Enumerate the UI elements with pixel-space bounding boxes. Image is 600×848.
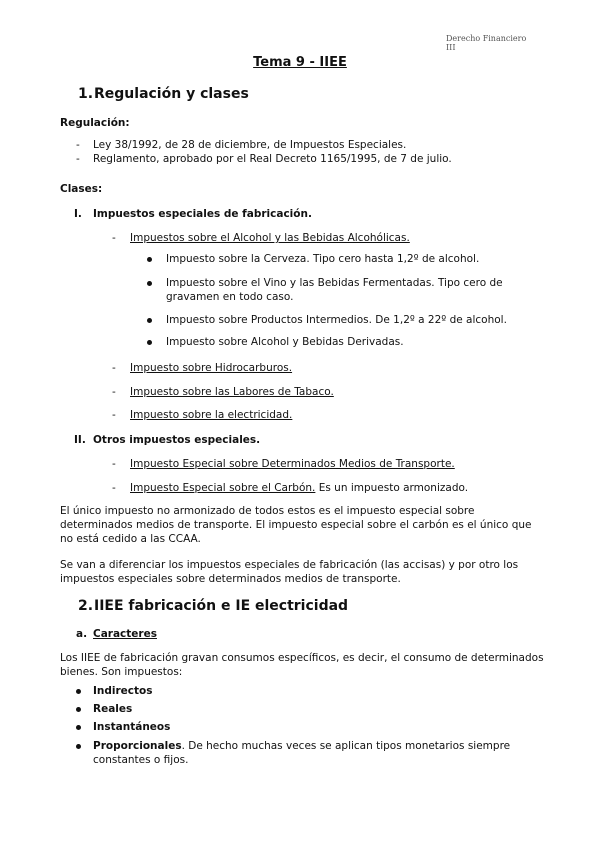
trait-proporcionales: Proporcionales xyxy=(93,740,182,752)
regulacion-label: Regulación: xyxy=(60,117,130,129)
class-2-numeral: II. xyxy=(74,434,86,446)
bullet-indirectos xyxy=(76,689,81,694)
bullet-text-intermedios: Impuesto sobre Productos Intermedios. De 1,2º a 22º de alcohol. xyxy=(166,314,507,326)
dash-hidrocarburos: - xyxy=(112,362,116,374)
class-1-numeral: I. xyxy=(74,208,82,220)
regulacion-dash-1: - xyxy=(76,139,80,151)
bullet-vino xyxy=(147,281,152,286)
regulacion-item-2: Reglamento, aprobado por el Real Decreto 1165/1995, de 7 de julio. xyxy=(93,153,452,165)
bullet-intermedios xyxy=(147,318,152,323)
section-1-heading: Regulación y clases xyxy=(94,86,249,102)
class-2-label: Otros impuestos especiales. xyxy=(93,434,261,446)
item-hidrocarburos: Impuesto sobre Hidrocarburos. xyxy=(130,362,293,374)
trait-instantaneos: Instantáneos xyxy=(93,721,171,733)
trait-proporcionales-line xyxy=(93,739,551,767)
trait-indirectos: Indirectos xyxy=(93,685,153,697)
item-carbon-note: Es un impuesto armonizado. xyxy=(315,482,469,494)
section-1-number: 1. xyxy=(78,86,94,102)
regulacion-item-1: Ley 38/1992, de 28 de diciembre, de Impuestos Especiales. xyxy=(93,139,407,151)
bullet-reales xyxy=(76,707,81,712)
section-2-heading: IIEE fabricación e IE electricidad xyxy=(94,598,349,614)
document-title: Tema 9 - IIEE xyxy=(253,55,347,70)
header-line-2: III xyxy=(446,43,456,52)
item-alcohol: Impuestos sobre el Alcohol y las Bebidas Alcohólicas. xyxy=(130,232,410,244)
paragraph-caracteres-intro: Los IIEE de fabricación gravan consumos específicos, es decir, el consumo de determinados bienes. Son impuestos: xyxy=(60,652,544,678)
bullet-text-derivadas: Impuesto sobre Alcohol y Bebidas Derivadas. xyxy=(166,336,404,348)
subsection-a-label: Caracteres xyxy=(93,628,157,640)
trait-reales: Reales xyxy=(93,703,133,715)
bullet-text-vino-line-1: Impuesto sobre el Vino y las Bebidas Fermentadas. Tipo cero de xyxy=(166,277,503,289)
class-1-label: Impuestos especiales de fabricación. xyxy=(93,208,312,220)
item-tabaco: Impuesto sobre las Labores de Tabaco. xyxy=(130,386,334,398)
bullet-instantaneos xyxy=(76,725,81,730)
dash-carbon: - xyxy=(112,482,116,494)
bullet-proporcionales xyxy=(76,744,81,749)
item-carbon-line xyxy=(130,481,468,495)
dash-electricidad: - xyxy=(112,409,116,421)
subsection-a-letter: a. xyxy=(76,628,88,640)
section-2-number: 2. xyxy=(78,598,94,614)
trait-proporcionales-note: . De hecho muchas veces se aplican tipos monetarios siempre constantes o fijos. xyxy=(93,740,511,766)
bullet-text-cerveza: Impuesto sobre la Cerveza. Tipo cero hasta 1,2º de alcohol. xyxy=(166,253,480,265)
item-carbon: Impuesto Especial sobre el Carbón. xyxy=(130,482,316,494)
clases-label: Clases: xyxy=(60,183,103,195)
dash-alcohol: - xyxy=(112,232,116,244)
bullet-text-vino-line-2: gravamen en todo caso. xyxy=(166,291,294,303)
item-transporte: Impuesto Especial sobre Determinados Medios de Transporte. xyxy=(130,458,455,470)
dash-tabaco: - xyxy=(112,386,116,398)
paragraph-no-armonizado: El único impuesto no armonizado de todos estos es el impuesto especial sobre determinados medios de transporte. El impuesto especial sobre el carbón es el único que no está cedido a las CCAA. xyxy=(60,505,532,545)
page-header xyxy=(446,34,526,52)
item-electricidad: Impuesto sobre la electricidad. xyxy=(130,409,293,421)
regulacion-dash-2: - xyxy=(76,153,80,165)
bullet-cerveza xyxy=(147,257,152,262)
paragraph-diferenciar: Se van a diferenciar los impuestos especiales de fabricación (las accisas) y por otro los impuestos especiales sobre determinados medios de transporte. xyxy=(60,559,519,585)
header-line-1: Derecho Financiero xyxy=(446,34,527,43)
bullet-derivadas xyxy=(147,340,152,345)
dash-transporte: - xyxy=(112,458,116,470)
